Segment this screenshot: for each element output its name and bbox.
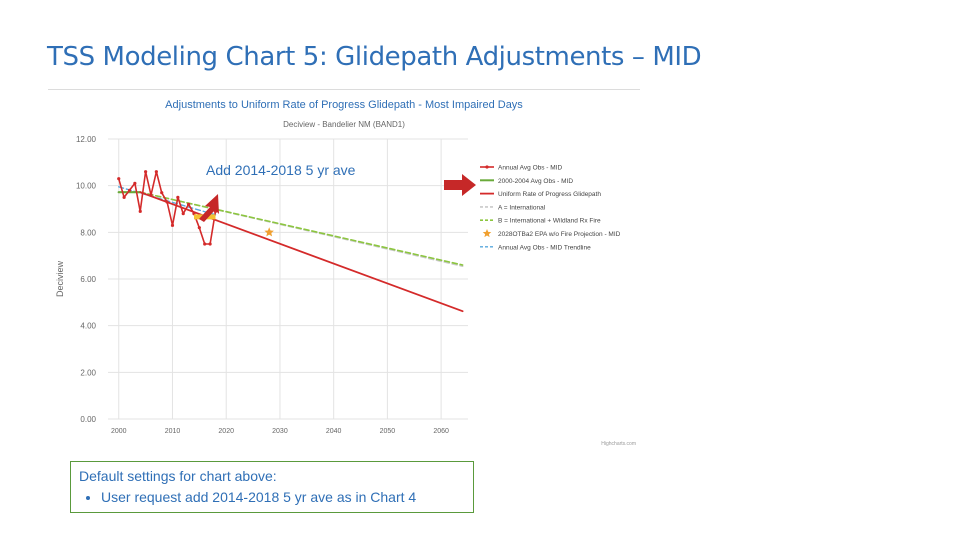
y-tick-label: 0.00	[80, 415, 96, 424]
data-point	[203, 242, 206, 245]
y-axis-label: Deciview	[55, 260, 65, 298]
chart-subtitle: Deciview - Bandelier NM (BAND1)	[283, 120, 405, 129]
chart-credit: Highcharts.com	[601, 441, 636, 447]
x-tick-label: 2030	[272, 428, 288, 435]
notes-item: • User request add 2014-2018 5 yr ave as in Chart 4	[101, 487, 465, 508]
data-point	[198, 226, 201, 229]
data-point	[139, 210, 142, 213]
chart-title: Adjustments to Uniform Rate of Progress Glidepath - Most Impaired Days	[165, 99, 523, 111]
data-point	[208, 242, 211, 245]
x-tick-label: 2000	[110, 428, 127, 435]
legend-item-label: B = International + Wildland Rx Fire	[498, 217, 601, 225]
annotation-text: Add 2014-2018 5 yr ave	[206, 162, 356, 178]
data-point	[176, 196, 179, 199]
data-point	[133, 182, 136, 185]
data-point	[187, 203, 190, 206]
x-tick-label: 2050	[379, 428, 396, 435]
y-tick-label: 4.00	[80, 321, 96, 331]
x-tick-label: 2060	[433, 428, 449, 435]
chart-background	[48, 89, 640, 451]
notes-list	[79, 487, 465, 508]
data-point	[182, 212, 185, 215]
data-point	[155, 170, 158, 173]
data-point	[117, 177, 120, 180]
legend-item-label: Annual Avg Obs - MID Trendline	[498, 244, 591, 252]
legend-item-label: Annual Avg Obs - MID	[498, 164, 563, 172]
data-point	[144, 170, 147, 173]
data-point	[171, 224, 174, 227]
data-point	[166, 200, 169, 203]
legend-item-label: Uniform Rate of Progress Glidepath	[498, 191, 601, 199]
x-tick-label: 2020	[218, 428, 234, 435]
chart-frame	[48, 89, 640, 451]
legend-item-label: 2000-2004 Avg Obs - MID	[498, 177, 574, 185]
y-tick-label: 6.00	[80, 275, 96, 284]
data-point	[149, 193, 152, 196]
legend-symbol	[485, 165, 488, 168]
data-point	[160, 191, 163, 194]
y-tick-label: 10.00	[75, 181, 96, 191]
chart-svg	[48, 89, 640, 451]
x-tick-label: 2010	[164, 428, 181, 435]
slide-title: TSS Modeling Chart 5: Glidepath Adjustments – MID	[47, 42, 702, 72]
data-point	[128, 189, 131, 192]
legend-item-label: 2028OTBa2 EPA w/o Fire Projection - MID	[498, 231, 621, 238]
notes-box	[70, 461, 474, 513]
y-tick-label: 12.00	[75, 135, 96, 144]
y-tick-label: 2.00	[80, 368, 96, 378]
legend-item-label: A = International	[498, 204, 546, 212]
x-tick-label: 2040	[325, 428, 342, 435]
data-point	[123, 196, 126, 199]
notes-heading: Default settings for chart above:	[79, 468, 277, 484]
y-tick-label: 8.00	[80, 228, 96, 238]
